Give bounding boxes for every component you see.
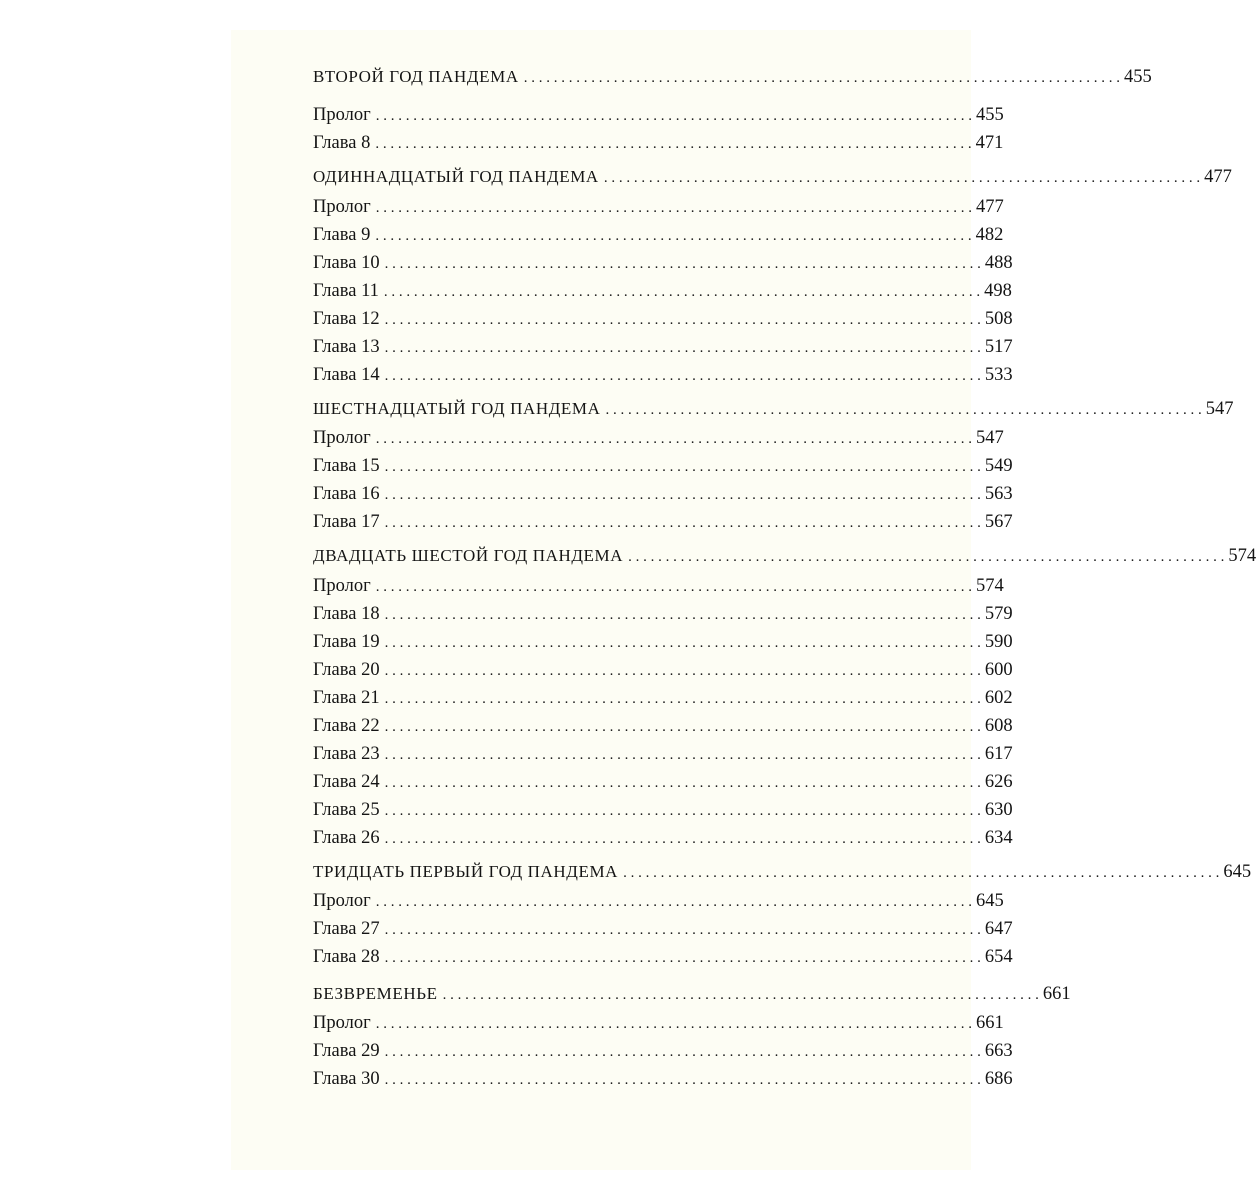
toc-title: Глава 30 <box>313 1069 380 1089</box>
toc-chapter-entry <box>313 452 1013 480</box>
toc-page-number: 579 <box>984 604 1013 624</box>
toc-page-number: 626 <box>984 772 1013 792</box>
toc-chapter-entry <box>313 656 1013 684</box>
toc-title: Глава 21 <box>313 688 380 708</box>
toc-part-heading <box>313 63 1152 91</box>
toc-chapter-entry <box>313 600 1013 628</box>
toc-title: Пролог <box>313 428 371 448</box>
dot-leader: . . . . . . . . . . . . . . . . . . . . . . . . . . . . . . . . . . . . . . . . . . . . . . . . . . . . . . . . . . . . . . . . . . . . . . . . . . . . . . . . <box>384 607 981 623</box>
toc-title: Глава 8 <box>313 133 371 153</box>
toc-part-heading <box>313 163 1232 191</box>
toc-title: Пролог <box>313 1013 371 1033</box>
dot-leader: . . . . . . . . . . . . . . . . . . . . . . . . . . . . . . . . . . . . . . . . . . . . . . . . . . . . . . . . . . . . . . . . . . . . . . . . . . . . . . . . <box>375 108 972 124</box>
toc-chapter-entry <box>313 249 1013 277</box>
dot-leader: . . . . . . . . . . . . . . . . . . . . . . . . . . . . . . . . . . . . . . . . . . . . . . . . . . . . . . . . . . . . . . . . . . . . . . . . . . . . . . . . <box>623 865 1220 881</box>
dot-leader: . . . . . . . . . . . . . . . . . . . . . . . . . . . . . . . . . . . . . . . . . . . . . . . . . . . . . . . . . . . . . . . . . . . . . . . . . . . . . . . . <box>384 515 981 531</box>
toc-chapter-entry <box>313 221 1004 249</box>
dot-leader: . . . . . . . . . . . . . . . . . . . . . . . . . . . . . . . . . . . . . . . . . . . . . . . . . . . . . . . . . . . . . . . . . . . . . . . . . . . . . . . . <box>384 368 981 384</box>
dot-leader: . . . . . . . . . . . . . . . . . . . . . . . . . . . . . . . . . . . . . . . . . . . . . . . . . . . . . . . . . . . . . . . . . . . . . . . . . . . . . . . . <box>384 459 981 475</box>
toc-chapter-entry <box>313 915 1013 943</box>
toc-page-number: 563 <box>984 484 1013 504</box>
dot-leader: . . . . . . . . . . . . . . . . . . . . . . . . . . . . . . . . . . . . . . . . . . . . . . . . . . . . . . . . . . . . . . . . . . . . . . . . . . . . . . . . <box>384 775 981 791</box>
dot-leader: . . . . . . . . . . . . . . . . . . . . . . . . . . . . . . . . . . . . . . . . . . . . . . . . . . . . . . . . . . . . . . . . . . . . . . . . . . . . . . . . <box>375 431 972 447</box>
toc-page-number: 477 <box>1204 167 1232 187</box>
toc-chapter-entry <box>313 824 1013 852</box>
toc-chapter-entry <box>313 277 1012 305</box>
toc-page-number: 498 <box>984 281 1012 301</box>
dot-leader: . . . . . . . . . . . . . . . . . . . . . . . . . . . . . . . . . . . . . . . . . . . . . . . . . . . . . . . . . . . . . . . . . . . . . . . . . . . . . . . . <box>384 1072 981 1088</box>
dot-leader: . . . . . . . . . . . . . . . . . . . . . . . . . . . . . . . . . . . . . . . . . . . . . . . . . . . . . . . . . . . . . . . . . . . . . . . . . . . . . . . . <box>628 549 1225 565</box>
dot-leader: . . . . . . . . . . . . . . . . . . . . . . . . . . . . . . . . . . . . . . . . . . . . . . . . . . . . . . . . . . . . . . . . . . . . . . . . . . . . . . . . <box>523 70 1120 86</box>
toc-chapter-entry <box>313 424 1004 452</box>
toc-title: Глава 25 <box>313 800 380 820</box>
toc-title: ВТОРОЙ ГОД ПАНДЕМА <box>313 67 519 86</box>
toc-title: Глава 24 <box>313 772 380 792</box>
toc-chapter-entry <box>313 129 1004 157</box>
toc-page-number: 455 <box>1123 67 1152 87</box>
dot-leader: . . . . . . . . . . . . . . . . . . . . . . . . . . . . . . . . . . . . . . . . . . . . . . . . . . . . . . . . . . . . . . . . . . . . . . . . . . . . . . . . <box>384 312 981 328</box>
toc-title: Глава 29 <box>313 1041 380 1061</box>
toc-title: Глава 27 <box>313 919 380 939</box>
toc-page-number: 517 <box>984 337 1013 357</box>
dot-leader: . . . . . . . . . . . . . . . . . . . . . . . . . . . . . . . . . . . . . . . . . . . . . . . . . . . . . . . . . . . . . . . . . . . . . . . . . . . . . . . . <box>442 987 1039 1003</box>
toc-title: ТРИДЦАТЬ ПЕРВЫЙ ГОД ПАНДЕМА <box>313 862 619 881</box>
toc-title: Глава 23 <box>313 744 380 764</box>
toc-page-number: 590 <box>984 632 1013 652</box>
toc-title: Пролог <box>313 105 371 125</box>
toc-chapter-entry <box>313 796 1013 824</box>
toc-title: Пролог <box>313 197 371 217</box>
dot-leader: . . . . . . . . . . . . . . . . . . . . . . . . . . . . . . . . . . . . . . . . . . . . . . . . . . . . . . . . . . . . . . . . . . . . . . . . . . . . . . . . <box>384 950 981 966</box>
toc-page-number: 608 <box>984 716 1013 736</box>
toc-page-number: 477 <box>975 197 1004 217</box>
toc-chapter-entry <box>313 768 1013 796</box>
dot-leader: . . . . . . . . . . . . . . . . . . . . . . . . . . . . . . . . . . . . . . . . . . . . . . . . . . . . . . . . . . . . . . . . . . . . . . . . . . . . . . . . <box>384 922 981 938</box>
toc-title: ДВАДЦАТЬ ШЕСТОЙ ГОД ПАНДЕМА <box>313 546 624 565</box>
toc-page-number: 645 <box>1223 862 1252 882</box>
dot-leader: . . . . . . . . . . . . . . . . . . . . . . . . . . . . . . . . . . . . . . . . . . . . . . . . . . . . . . . . . . . . . . . . . . . . . . . . . . . . . . . . <box>384 635 981 651</box>
toc-title: Глава 14 <box>313 365 380 385</box>
toc-title: Пролог <box>313 891 371 911</box>
toc-page-number: 482 <box>975 225 1004 245</box>
toc-page-number: 617 <box>984 744 1013 764</box>
toc-title: Глава 28 <box>313 947 380 967</box>
toc-title: Глава 16 <box>313 484 380 504</box>
toc-page-number: 471 <box>975 133 1004 153</box>
dot-leader: . . . . . . . . . . . . . . . . . . . . . . . . . . . . . . . . . . . . . . . . . . . . . . . . . . . . . . . . . . . . . . . . . . . . . . . . . . . . . . . . <box>383 284 981 300</box>
toc-page-number: 574 <box>1228 546 1256 566</box>
dot-leader: . . . . . . . . . . . . . . . . . . . . . . . . . . . . . . . . . . . . . . . . . . . . . . . . . . . . . . . . . . . . . . . . . . . . . . . . . . . . . . . . <box>375 894 972 910</box>
toc-title: Глава 19 <box>313 632 380 652</box>
toc-title: Глава 15 <box>313 456 380 476</box>
dot-leader: . . . . . . . . . . . . . . . . . . . . . . . . . . . . . . . . . . . . . . . . . . . . . . . . . . . . . . . . . . . . . . . . . . . . . . . . . . . . . . . . <box>375 136 972 152</box>
dot-leader: . . . . . . . . . . . . . . . . . . . . . . . . . . . . . . . . . . . . . . . . . . . . . . . . . . . . . . . . . . . . . . . . . . . . . . . . . . . . . . . . <box>384 803 981 819</box>
toc-chapter-entry <box>313 305 1013 333</box>
toc-page-number: 488 <box>984 253 1013 273</box>
dot-leader: . . . . . . . . . . . . . . . . . . . . . . . . . . . . . . . . . . . . . . . . . . . . . . . . . . . . . . . . . . . . . . . . . . . . . . . . . . . . . . . . <box>603 170 1201 186</box>
dot-leader: . . . . . . . . . . . . . . . . . . . . . . . . . . . . . . . . . . . . . . . . . . . . . . . . . . . . . . . . . . . . . . . . . . . . . . . . . . . . . . . . <box>384 256 981 272</box>
toc-chapter-entry <box>313 193 1004 221</box>
toc-page-number: 634 <box>984 828 1013 848</box>
toc-part-heading <box>313 542 1256 570</box>
toc-page-number: 600 <box>984 660 1013 680</box>
toc-part-heading <box>313 395 1234 423</box>
toc-page-number: 645 <box>975 891 1004 911</box>
toc-chapter-entry <box>313 684 1013 712</box>
toc-chapter-entry <box>313 1037 1013 1065</box>
toc-page-number: 663 <box>984 1041 1013 1061</box>
toc-chapter-entry <box>313 1065 1013 1093</box>
dot-leader: . . . . . . . . . . . . . . . . . . . . . . . . . . . . . . . . . . . . . . . . . . . . . . . . . . . . . . . . . . . . . . . . . . . . . . . . . . . . . . . . <box>375 1016 972 1032</box>
toc-chapter-entry <box>313 508 1013 536</box>
toc-title: Глава 17 <box>313 512 380 532</box>
toc-chapter-entry <box>313 101 1004 129</box>
toc-title: Глава 22 <box>313 716 380 736</box>
toc-page-number: 647 <box>984 919 1013 939</box>
toc-title: БЕЗВРЕМЕНЬЕ <box>313 984 438 1003</box>
toc-title: Глава 20 <box>313 660 380 680</box>
toc-page-number: 661 <box>975 1013 1004 1033</box>
toc-page-number: 547 <box>975 428 1004 448</box>
dot-leader: . . . . . . . . . . . . . . . . . . . . . . . . . . . . . . . . . . . . . . . . . . . . . . . . . . . . . . . . . . . . . . . . . . . . . . . . . . . . . . . . <box>384 831 981 847</box>
toc-page-number: 455 <box>975 105 1004 125</box>
toc-chapter-entry <box>313 887 1004 915</box>
toc-page-number: 686 <box>984 1069 1013 1089</box>
toc-title: Глава 18 <box>313 604 380 624</box>
toc-title: Глава 9 <box>313 225 371 245</box>
dot-leader: . . . . . . . . . . . . . . . . . . . . . . . . . . . . . . . . . . . . . . . . . . . . . . . . . . . . . . . . . . . . . . . . . . . . . . . . . . . . . . . . <box>384 719 981 735</box>
toc-title: ШЕСТНАДЦАТЫЙ ГОД ПАНДЕМА <box>313 399 601 418</box>
toc-page-number: 549 <box>984 456 1013 476</box>
toc-chapter-entry <box>313 333 1013 361</box>
toc-chapter-entry <box>313 943 1013 971</box>
toc-title: ОДИННАДЦАТЫЙ ГОД ПАНДЕМА <box>313 167 599 186</box>
toc-title: Глава 11 <box>313 281 379 301</box>
dot-leader: . . . . . . . . . . . . . . . . . . . . . . . . . . . . . . . . . . . . . . . . . . . . . . . . . . . . . . . . . . . . . . . . . . . . . . . . . . . . . . . . <box>384 1044 981 1060</box>
toc-page-number: 630 <box>984 800 1013 820</box>
toc-title: Глава 10 <box>313 253 380 273</box>
toc-page-number: 567 <box>984 512 1013 532</box>
dot-leader: . . . . . . . . . . . . . . . . . . . . . . . . . . . . . . . . . . . . . . . . . . . . . . . . . . . . . . . . . . . . . . . . . . . . . . . . . . . . . . . . <box>384 340 981 356</box>
toc-page-number: 508 <box>984 309 1013 329</box>
dot-leader: . . . . . . . . . . . . . . . . . . . . . . . . . . . . . . . . . . . . . . . . . . . . . . . . . . . . . . . . . . . . . . . . . . . . . . . . . . . . . . . . <box>384 487 981 503</box>
toc-page-number: 547 <box>1205 399 1234 419</box>
toc-page-number: 574 <box>975 576 1004 596</box>
toc-chapter-entry <box>313 740 1013 768</box>
toc-chapter-entry <box>313 1009 1004 1037</box>
dot-leader: . . . . . . . . . . . . . . . . . . . . . . . . . . . . . . . . . . . . . . . . . . . . . . . . . . . . . . . . . . . . . . . . . . . . . . . . . . . . . . . . <box>605 402 1202 418</box>
toc-chapter-entry <box>313 628 1013 656</box>
toc-chapter-entry <box>313 361 1013 389</box>
toc-title: Глава 13 <box>313 337 380 357</box>
toc-chapter-entry <box>313 572 1004 600</box>
toc-page-number: 661 <box>1042 984 1071 1004</box>
dot-leader: . . . . . . . . . . . . . . . . . . . . . . . . . . . . . . . . . . . . . . . . . . . . . . . . . . . . . . . . . . . . . . . . . . . . . . . . . . . . . . . . <box>375 228 972 244</box>
toc-page-number: 533 <box>984 365 1013 385</box>
toc-part-heading <box>313 858 1252 886</box>
toc-title: Пролог <box>313 576 371 596</box>
toc-page-number: 654 <box>984 947 1013 967</box>
dot-leader: . . . . . . . . . . . . . . . . . . . . . . . . . . . . . . . . . . . . . . . . . . . . . . . . . . . . . . . . . . . . . . . . . . . . . . . . . . . . . . . . <box>375 200 972 216</box>
toc-part-heading <box>313 980 1071 1008</box>
dot-leader: . . . . . . . . . . . . . . . . . . . . . . . . . . . . . . . . . . . . . . . . . . . . . . . . . . . . . . . . . . . . . . . . . . . . . . . . . . . . . . . . <box>384 663 981 679</box>
dot-leader: . . . . . . . . . . . . . . . . . . . . . . . . . . . . . . . . . . . . . . . . . . . . . . . . . . . . . . . . . . . . . . . . . . . . . . . . . . . . . . . . <box>384 747 981 763</box>
toc-title: Глава 26 <box>313 828 380 848</box>
toc-chapter-entry <box>313 712 1013 740</box>
toc-chapter-entry <box>313 480 1013 508</box>
dot-leader: . . . . . . . . . . . . . . . . . . . . . . . . . . . . . . . . . . . . . . . . . . . . . . . . . . . . . . . . . . . . . . . . . . . . . . . . . . . . . . . . <box>384 691 981 707</box>
dot-leader: . . . . . . . . . . . . . . . . . . . . . . . . . . . . . . . . . . . . . . . . . . . . . . . . . . . . . . . . . . . . . . . . . . . . . . . . . . . . . . . . <box>375 579 972 595</box>
toc-title: Глава 12 <box>313 309 380 329</box>
toc-page-number: 602 <box>984 688 1013 708</box>
